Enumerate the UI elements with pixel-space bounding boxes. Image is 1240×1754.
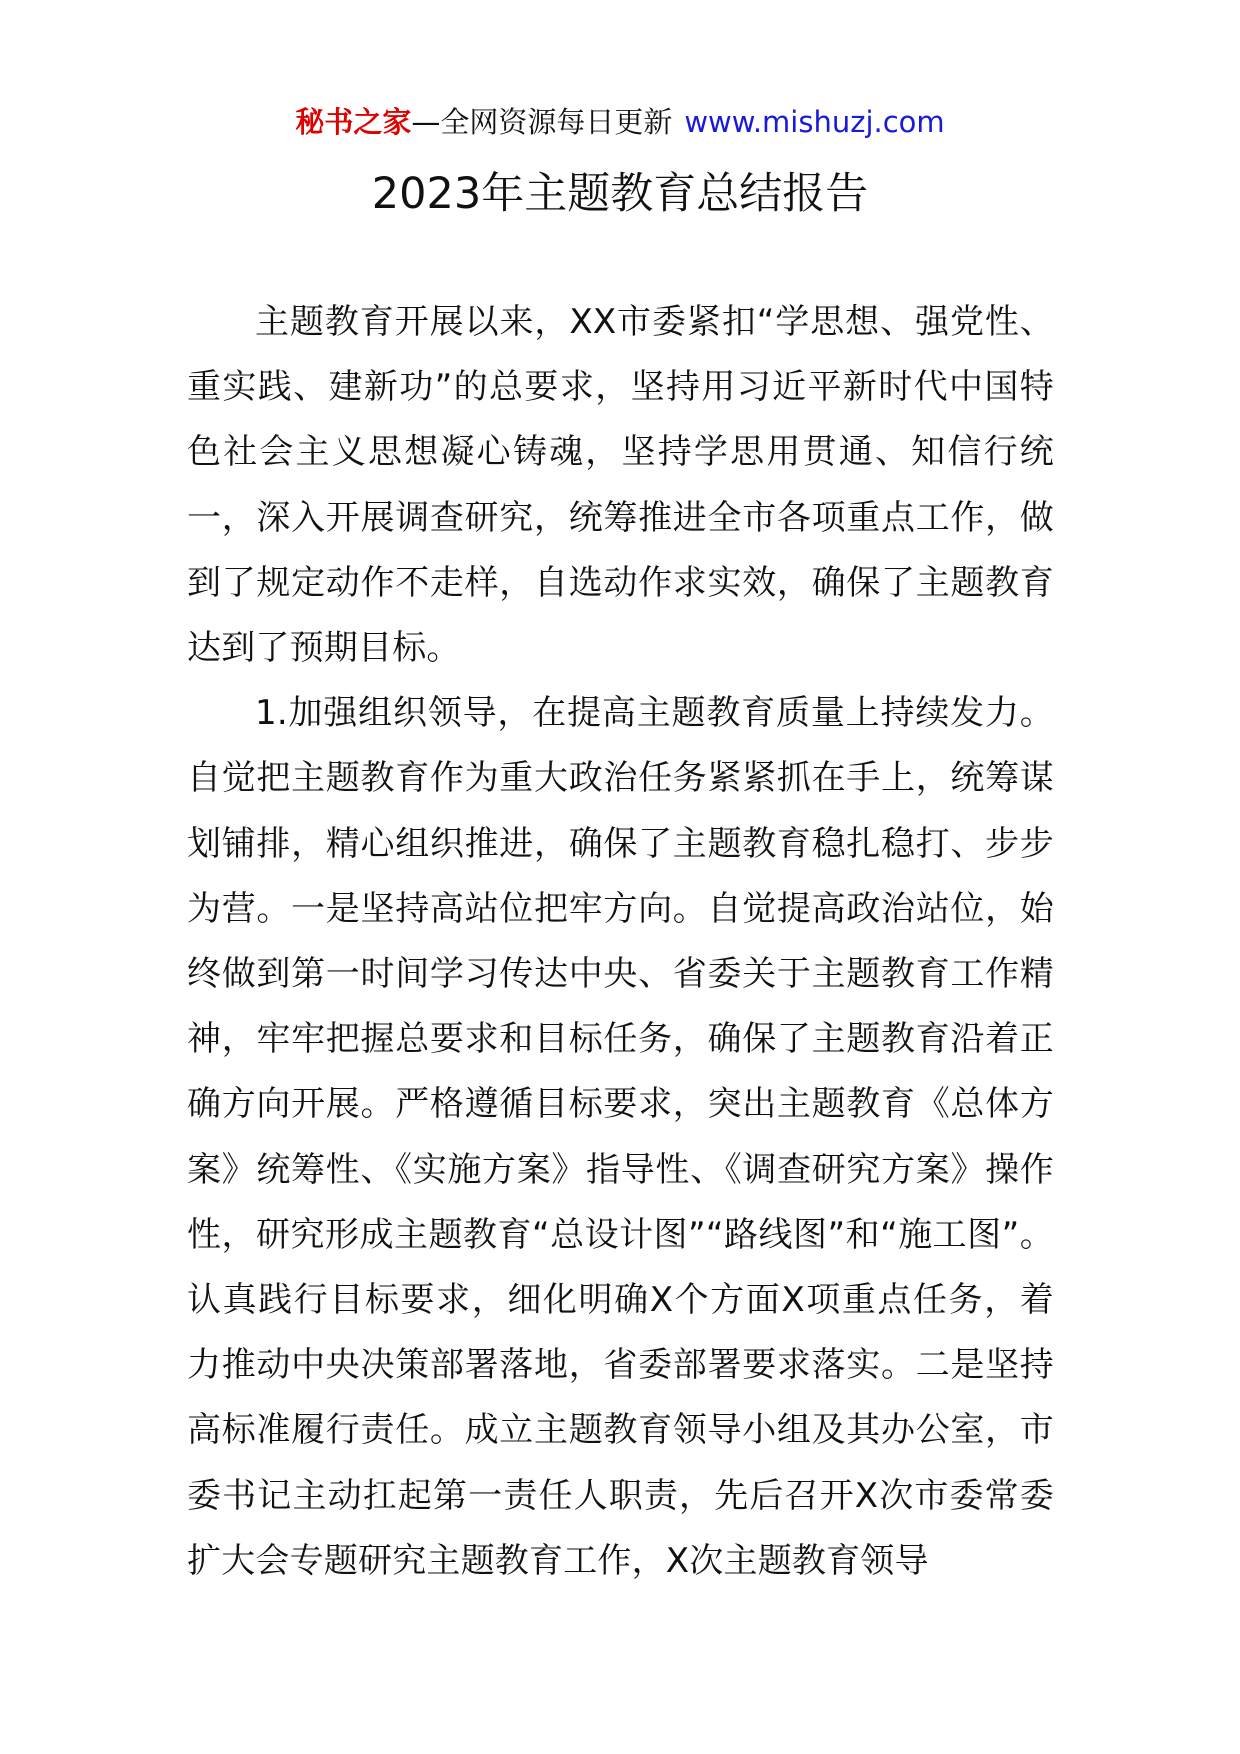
- paragraph-section-1: 1.加强组织领导，在提高主题教育质量上持续发力。自觉把主题教育作为重大政治任务紧紧抓在手上，统筹谋划铺排，精心组织推进，确保了主题教育稳扎稳打、步步为营。一是坚持高站位把牢方向。自觉提高政治站位，始终做到第一时间学习传达中央、省委关于主题教育工作精神，牢牢把握总要求和目标任务，确保了主题教育沿着正确方向开展。严格遵循目标要求，突出主题教育《总体方案》统筹性、《实施方案》指导性、《调查研究方案》操作性，研究形成主题教育“总设计图”“路线图”和“施工图”。认真践行目标要求，细化明确X个方面X项重点任务，着力推动中央决策部署落地，省委部署要求落实。二是坚持高标准履行责任。成立主题教育领导小组及其办公室，市委书记主动扛起第一责任人职责，先后召开X次市委常委扩大会专题研究主题教育工作，X次主题教育领导: [187, 693, 1054, 1581]
- site-url-link[interactable]: www.mishuzj.com: [684, 105, 945, 139]
- brand-name: 秘书之家: [295, 105, 412, 139]
- paragraph-intro: 主题教育开展以来，XX市委紧扣“学思想、强党性、重实践、建新功”的总要求，坚持用习近平新时代中国特色社会主义思想凝心铸魂，坚持学思用贯通、知信行统一，深入开展调查研究，统筹推进全市各项重点工作，做到了规定动作不走样，自选动作求实效，确保了主题教育达到了预期目标。: [187, 302, 1054, 669]
- banner-tagline: —全网资源每日更新: [411, 105, 673, 139]
- site-banner: [0, 100, 1240, 144]
- document-body: [187, 290, 1054, 1594]
- document-title: 2023年主题教育总结报告: [371, 169, 869, 219]
